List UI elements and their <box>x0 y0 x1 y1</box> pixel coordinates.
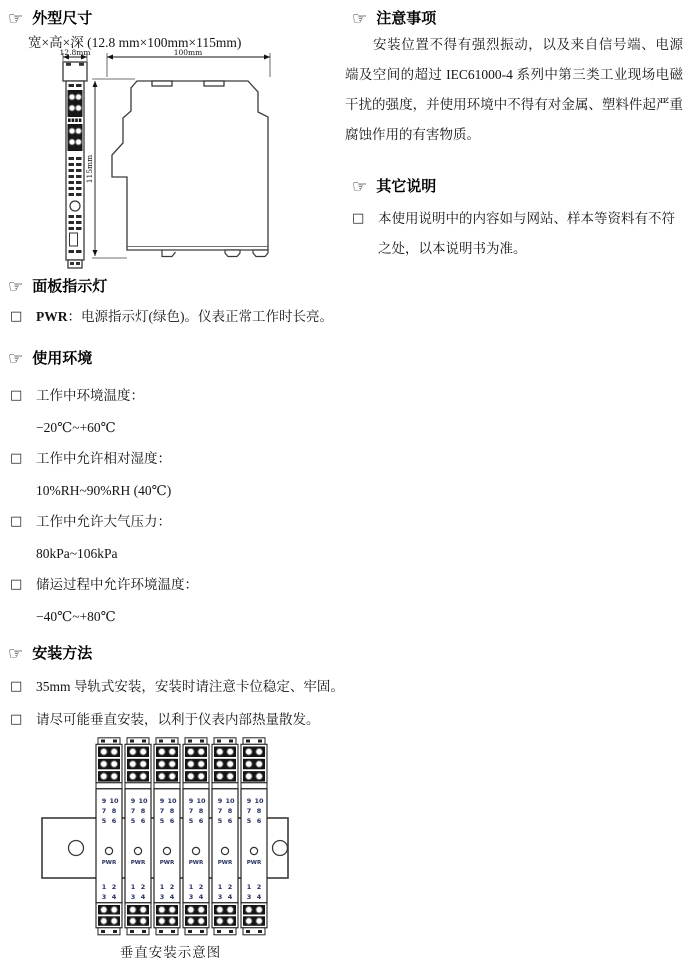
diagram-caption: 垂直安装示意图 <box>119 945 222 960</box>
svg-text:3: 3 <box>246 893 252 901</box>
svg-text:9: 9 <box>246 797 252 805</box>
env-item-value: 80kPa~106kPa <box>36 545 118 561</box>
led-description: ：电源指示灯(绿色)。仪表正常工作时长亮。 <box>67 309 333 324</box>
svg-text:8: 8 <box>111 807 117 815</box>
env-item-label: 工作中允许相对湿度： <box>36 451 171 466</box>
install-item <box>10 703 344 736</box>
svg-text:10: 10 <box>254 797 264 805</box>
svg-text:1: 1 <box>246 883 252 891</box>
installation-heading <box>8 643 92 663</box>
rail-module <box>154 738 180 935</box>
bullet-square-icon: □ <box>10 514 23 529</box>
svg-text:9: 9 <box>188 797 194 805</box>
notes-heading <box>352 8 436 28</box>
pointing-hand-icon: ☞ <box>352 177 368 197</box>
notes-paragraph: 安装位置不得有强烈振动，以及来自信号端、电源端及空间的超过 IEC61000-4 系列中第三类工业现场电磁干扰的强度，并使用环境中不得有对金属、塑料件起严重腐蚀作用的有害物质。 <box>345 37 683 142</box>
svg-text:6: 6 <box>227 817 233 825</box>
svg-text:5: 5 <box>101 817 107 825</box>
svg-text:PWR: PWR <box>246 860 262 866</box>
installation-heading-text: 安装方法 <box>32 644 93 662</box>
led-name: PWR <box>36 309 68 324</box>
svg-text:9: 9 <box>101 797 107 805</box>
svg-text:PWR: PWR <box>101 860 117 866</box>
svg-text:3: 3 <box>188 893 194 901</box>
env-item-value: −40℃~+80℃ <box>36 608 116 624</box>
rail-module <box>212 738 238 935</box>
pointing-hand-icon: ☞ <box>8 644 24 664</box>
svg-text:10: 10 <box>138 797 148 805</box>
rail-mount-diagram <box>40 737 290 937</box>
svg-text:4: 4 <box>256 893 262 901</box>
width-dimension-label: 12.8mm <box>59 48 91 57</box>
other-notes-heading <box>352 176 436 196</box>
bullet-square-icon: □ <box>10 679 23 694</box>
bullet-square-icon: □ <box>10 577 23 592</box>
svg-text:6: 6 <box>198 817 204 825</box>
svg-text:7: 7 <box>101 807 107 815</box>
install-item-text: 请尽可能垂直安装，以利于仪表内部热量散发。 <box>36 712 320 727</box>
depth-dimension-label: 100mm <box>173 48 203 57</box>
svg-text:PWR: PWR <box>188 860 204 866</box>
svg-text:7: 7 <box>159 807 165 815</box>
panel-light-heading-text: 面板指示灯 <box>32 277 108 295</box>
panel-light-item <box>10 302 333 332</box>
svg-text:7: 7 <box>188 807 194 815</box>
dimensions-heading-text: 外型尺寸 <box>32 9 93 27</box>
svg-text:1: 1 <box>188 883 194 891</box>
svg-text:8: 8 <box>256 807 262 815</box>
svg-text:6: 6 <box>111 817 117 825</box>
svg-text:2: 2 <box>140 883 146 891</box>
svg-text:5: 5 <box>130 817 136 825</box>
svg-text:2: 2 <box>256 883 262 891</box>
svg-text:PWR: PWR <box>217 860 233 866</box>
other-notes-item <box>352 204 684 264</box>
svg-text:5: 5 <box>246 817 252 825</box>
pointing-hand-icon: ☞ <box>8 9 24 29</box>
rail-module <box>96 738 122 935</box>
svg-text:PWR: PWR <box>130 860 146 866</box>
svg-text:6: 6 <box>140 817 146 825</box>
svg-text:8: 8 <box>227 807 233 815</box>
svg-text:4: 4 <box>111 893 117 901</box>
rail-module <box>241 738 267 935</box>
env-item <box>10 569 198 601</box>
svg-text:10: 10 <box>225 797 235 805</box>
svg-text:1: 1 <box>217 883 223 891</box>
bullet-square-icon: □ <box>352 211 365 226</box>
environment-heading-text: 使用环境 <box>32 349 93 367</box>
dimensions-heading <box>8 8 92 28</box>
env-item <box>10 443 198 475</box>
svg-text:5: 5 <box>159 817 165 825</box>
svg-text:1: 1 <box>130 883 136 891</box>
svg-text:1: 1 <box>101 883 107 891</box>
env-item <box>10 506 198 538</box>
svg-text:8: 8 <box>169 807 175 815</box>
env-item-label: 工作中环境温度： <box>36 388 144 403</box>
side-view <box>112 81 268 257</box>
svg-text:3: 3 <box>217 893 223 901</box>
install-item <box>10 670 344 703</box>
svg-text:2: 2 <box>169 883 175 891</box>
environment-list <box>10 380 198 632</box>
environment-heading <box>8 348 92 368</box>
svg-text:4: 4 <box>227 893 233 901</box>
pointing-hand-icon: ☞ <box>352 9 368 29</box>
bullet-square-icon: □ <box>10 309 23 324</box>
bullet-square-icon: □ <box>10 388 23 403</box>
svg-text:9: 9 <box>130 797 136 805</box>
svg-text:2: 2 <box>227 883 233 891</box>
other-notes-heading-text: 其它说明 <box>376 177 437 195</box>
svg-text:3: 3 <box>130 893 136 901</box>
notes-heading-text: 注意事项 <box>376 9 437 27</box>
svg-text:9: 9 <box>159 797 165 805</box>
svg-text:2: 2 <box>198 883 204 891</box>
svg-text:2: 2 <box>111 883 117 891</box>
env-item-label: 工作中允许大气压力： <box>36 514 171 529</box>
svg-text:10: 10 <box>167 797 177 805</box>
svg-text:6: 6 <box>169 817 175 825</box>
svg-text:1: 1 <box>159 883 165 891</box>
svg-text:9: 9 <box>217 797 223 805</box>
pointing-hand-icon: ☞ <box>8 277 24 297</box>
other-notes-text: 本使用说明中的内容如与网站、样本等资料有不符之处，以本说明书为准。 <box>378 211 675 256</box>
svg-text:3: 3 <box>159 893 165 901</box>
svg-text:8: 8 <box>140 807 146 815</box>
svg-text:7: 7 <box>246 807 252 815</box>
svg-text:4: 4 <box>198 893 204 901</box>
svg-text:5: 5 <box>188 817 194 825</box>
svg-text:6: 6 <box>256 817 262 825</box>
installation-list <box>10 670 344 736</box>
env-item-value: −20℃~+60℃ <box>36 419 116 435</box>
svg-text:5: 5 <box>217 817 223 825</box>
panel-light-heading <box>8 276 107 296</box>
rail-module <box>183 738 209 935</box>
svg-text:3: 3 <box>101 893 107 901</box>
bullet-square-icon: □ <box>10 712 23 727</box>
svg-text:8: 8 <box>198 807 204 815</box>
dimensions-subtitle: 宽×高×深 (12.8 mm×100mm×115mm) <box>28 35 242 50</box>
svg-text:4: 4 <box>169 893 175 901</box>
env-item-value: 10%RH~90%RH (40℃) <box>36 482 172 498</box>
pointing-hand-icon: ☞ <box>8 349 24 369</box>
env-item-label: 储运过程中允许环境温度： <box>36 577 198 592</box>
rail-module <box>125 738 151 935</box>
svg-text:4: 4 <box>140 893 146 901</box>
svg-text:10: 10 <box>109 797 119 805</box>
front-view <box>63 62 87 268</box>
bullet-square-icon: □ <box>10 451 23 466</box>
svg-text:10: 10 <box>196 797 206 805</box>
svg-text:PWR: PWR <box>159 860 175 866</box>
svg-text:7: 7 <box>130 807 136 815</box>
env-item <box>10 380 198 412</box>
svg-text:7: 7 <box>217 807 223 815</box>
height-dimension-label: 115mm <box>85 154 94 184</box>
dimension-drawing <box>32 48 277 270</box>
install-item-text: 35mm 导轨式安装，安装时请注意卡位稳定、牢固。 <box>36 679 344 694</box>
